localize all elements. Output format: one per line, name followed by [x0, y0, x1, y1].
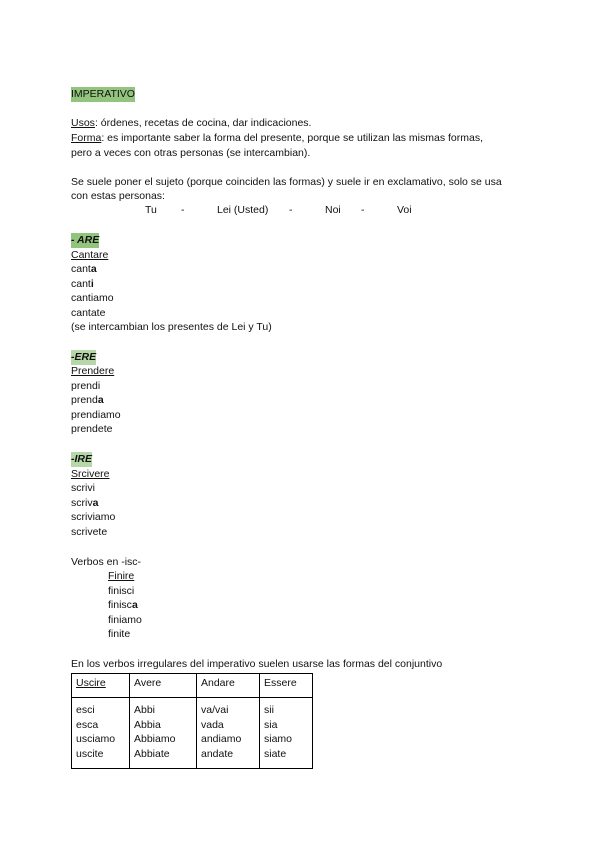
- usos-line: [71, 116, 311, 131]
- ere-form-4: prendete: [71, 423, 113, 435]
- are-form-1: canta: [71, 263, 97, 275]
- sujeto-line-2: con estas personas:: [71, 190, 165, 202]
- person-dash: -: [289, 204, 293, 216]
- person-lei: Lei (Usted): [217, 204, 269, 216]
- ere-heading: -ERE: [71, 351, 97, 363]
- person-noi: Noi: [325, 204, 341, 216]
- ire-form-1: scrivi: [71, 482, 95, 494]
- ere-form-3: prendiamo: [71, 409, 121, 421]
- isc-verb: Finire: [108, 570, 135, 582]
- table-header-row: [72, 674, 313, 698]
- are-form-3: cantiamo: [71, 292, 114, 304]
- usos-label: Usos: [71, 117, 95, 129]
- forma-label: Forma: [71, 132, 102, 144]
- table-cell-andare: va/vai vada andiamo andate: [197, 698, 260, 769]
- are-form-4: cantate: [71, 307, 106, 319]
- table-cell-uscire: esci esca usciamo uscite: [72, 698, 130, 769]
- ire-form-3: scriviamo: [71, 511, 116, 523]
- table-header-avere: Avere: [130, 674, 197, 698]
- person-voi: Voi: [397, 204, 412, 216]
- forma-text: : es importante saber la forma del presente, porque se utilizan las mismas formas,: [101, 132, 484, 144]
- ere-verb: Prendere: [71, 365, 115, 377]
- are-verb: Cantare: [71, 249, 109, 261]
- table-cell-avere: Abbi Abbia Abbiamo Abbiate: [130, 698, 197, 769]
- isc-form-4: finite: [108, 628, 131, 640]
- are-heading: - ARE: [71, 234, 100, 246]
- isc-form-1: finisci: [108, 585, 135, 597]
- irregular-verbs-table: [71, 673, 313, 769]
- table-cell-essere: sii sia siamo siate: [260, 698, 313, 769]
- table-header-essere: Essere: [260, 674, 313, 698]
- page-title: IMPERATIVO: [71, 88, 135, 100]
- ire-form-2: scriva: [71, 497, 99, 509]
- forma-line: [71, 131, 483, 146]
- ire-form-4: scrivete: [71, 526, 108, 538]
- table-row: [72, 698, 313, 769]
- are-form-2: canti: [71, 278, 94, 290]
- ere-form-1: prendi: [71, 380, 101, 392]
- are-note: (se intercambian los presentes de Lei y Tu): [71, 321, 272, 333]
- person-tu: Tu: [145, 204, 157, 216]
- ire-verb: Srcivere: [71, 468, 110, 480]
- isc-heading: Verbos en -isc-: [71, 556, 142, 568]
- isc-form-3: finiamo: [108, 614, 142, 626]
- person-dash: -: [361, 204, 365, 216]
- table-header-uscire: Uscire: [72, 674, 130, 698]
- person-dash: -: [181, 204, 185, 216]
- forma-line-2: pero a veces con otras personas (se intercambian).: [71, 147, 311, 159]
- sujeto-line-1: Se suele poner el sujeto (porque coinciden las formas) y suele ir en exclamativo, solo se usa: [71, 176, 502, 188]
- irregulares-intro: En los verbos irregulares del imperativo suelen usarse las formas del conjuntivo: [71, 658, 443, 670]
- ire-heading: -IRE: [71, 453, 92, 465]
- isc-form-2: finisca: [108, 599, 138, 611]
- table-header-andare: Andare: [197, 674, 260, 698]
- usos-text: : órdenes, recetas de cocina, dar indicaciones.: [94, 117, 312, 129]
- ere-form-2: prenda: [71, 394, 104, 406]
